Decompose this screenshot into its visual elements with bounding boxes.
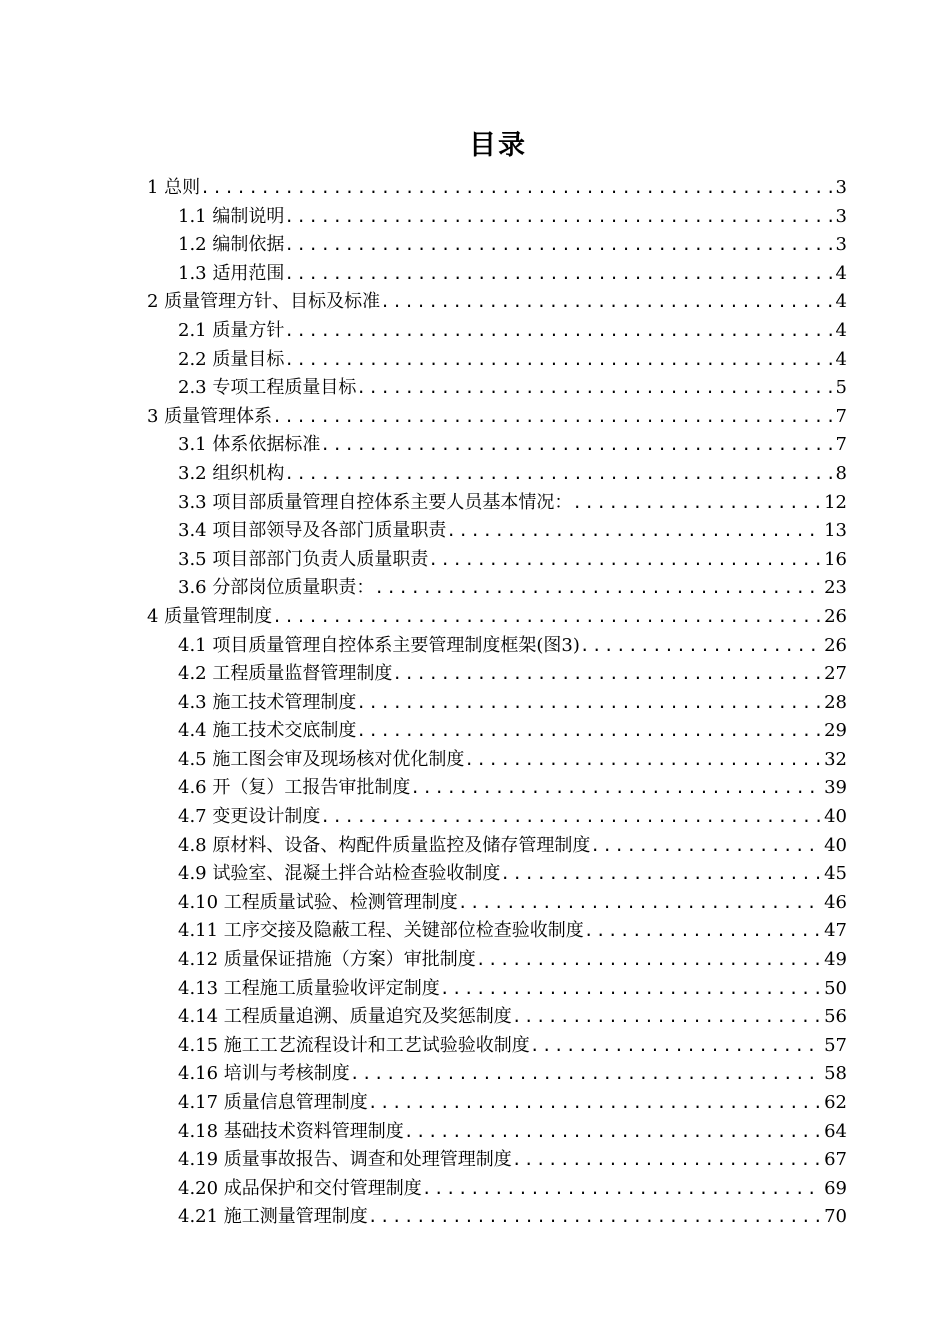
toc-dot-leader — [440, 975, 822, 1004]
toc-dot-leader — [356, 374, 833, 403]
toc-dot-leader — [284, 317, 833, 346]
toc-page-number: 13 — [824, 520, 847, 542]
toc-dot-leader — [590, 832, 822, 861]
toc-section-entry[interactable] — [147, 689, 847, 718]
toc-page-number: 32 — [824, 748, 847, 770]
toc-entry-label: 4.1 项目质量管理自控体系主要管理制度框架(图3) — [178, 634, 580, 656]
toc-section-entry[interactable] — [147, 260, 847, 289]
toc-dot-leader — [512, 1003, 822, 1032]
toc-chapter-entry[interactable] — [147, 288, 847, 317]
toc-section-entry[interactable] — [147, 746, 847, 775]
toc-entry-label: 2.2 质量目标 — [178, 348, 285, 370]
toc-dot-leader — [458, 889, 822, 918]
toc-dot-leader — [410, 774, 822, 803]
toc-dot-leader — [464, 746, 822, 775]
toc-page-number: 62 — [824, 1092, 847, 1113]
toc-entry-label: 4.18 基础技术资料管理制度 — [178, 1120, 404, 1142]
toc-dot-leader — [284, 203, 833, 232]
toc-page-number: 40 — [824, 806, 847, 828]
toc-section-entry[interactable] — [147, 717, 847, 746]
toc-entry-label: 4.20 成品保护和交付管理制度 — [178, 1177, 422, 1199]
toc-section-entry[interactable] — [147, 860, 847, 889]
toc-entry-label: 4.4 施工技术交底制度 — [178, 720, 357, 742]
toc-entry-label: 4.13 工程施工质量验收评定制度 — [178, 977, 440, 999]
toc-dot-leader — [374, 574, 822, 603]
toc-section-entry[interactable] — [147, 889, 847, 918]
toc-dot-leader — [572, 489, 822, 518]
toc-section-entry[interactable] — [147, 832, 847, 861]
toc-section-entry[interactable] — [147, 975, 847, 1004]
toc-dot-leader — [284, 231, 833, 260]
toc-entry-label: 4.19 质量事故报告、调查和处理管理制度 — [178, 1149, 512, 1171]
toc-chapter-entry[interactable] — [147, 174, 847, 203]
toc-entry-label: 4.10 工程质量试验、检测管理制度 — [178, 891, 458, 913]
toc-entry-label: 3.5 项目部部门负责人质量职责 — [178, 548, 429, 570]
toc-page-number: 58 — [824, 1063, 847, 1085]
toc-dot-leader — [320, 431, 833, 460]
toc-section-entry[interactable] — [147, 317, 847, 346]
toc-dot-leader — [428, 546, 822, 575]
toc-dot-leader — [284, 346, 833, 375]
toc-entry-label: 4.11 工序交接及隐蔽工程、关键部位检查验收制度 — [178, 920, 584, 942]
toc-entry-label: 4.17 质量信息管理制度 — [178, 1092, 368, 1113]
toc-page-number: 7 — [835, 405, 847, 427]
toc-section-entry[interactable] — [147, 460, 847, 489]
toc-page-number: 67 — [824, 1149, 847, 1171]
toc-dot-leader — [422, 1175, 822, 1204]
toc-section-entry[interactable] — [147, 1032, 847, 1061]
toc-chapter-entry[interactable] — [147, 403, 847, 432]
toc-dot-leader — [380, 288, 833, 317]
toc-entry-label: 3.2 组织机构 — [178, 462, 285, 484]
toc-page-number: 47 — [824, 920, 847, 942]
toc-dot-leader — [284, 460, 833, 489]
toc-dot-leader — [320, 803, 822, 832]
toc-entry-label: 4.7 变更设计制度 — [178, 806, 321, 828]
toc-dot-leader — [500, 860, 822, 889]
toc-page-number: 3 — [835, 234, 847, 256]
toc-page-number: 27 — [824, 663, 847, 685]
toc-entry-label: 4.21 施工测量管理制度 — [178, 1206, 368, 1228]
toc-dot-leader — [476, 946, 822, 975]
toc-section-entry[interactable] — [147, 917, 847, 946]
toc-page-number: 57 — [824, 1034, 847, 1056]
toc-dot-leader — [446, 517, 822, 546]
toc-dot-leader — [404, 1118, 822, 1147]
toc-dot-leader — [368, 1089, 822, 1118]
toc-page-number: 5 — [835, 377, 847, 399]
toc-entry-label: 2.1 质量方针 — [178, 319, 285, 341]
toc-section-entry[interactable] — [147, 489, 847, 518]
toc-section-entry[interactable] — [147, 1003, 847, 1032]
toc-dot-leader — [512, 1146, 822, 1175]
toc-entry-label: 4.16 培训与考核制度 — [178, 1063, 350, 1085]
toc-dot-leader — [580, 632, 822, 661]
toc-entry-label: 4.9 试验室、混凝土拌合站检查验收制度 — [178, 863, 501, 885]
toc-page-number: 56 — [824, 1006, 847, 1028]
toc-section-entry[interactable] — [147, 1089, 847, 1118]
toc-dot-leader — [356, 689, 822, 718]
toc-dot-leader — [356, 717, 822, 746]
toc-section-entry[interactable] — [147, 803, 847, 832]
toc-page-number: 49 — [824, 949, 847, 971]
toc-page-number: 3 — [835, 205, 847, 227]
toc-dot-leader — [584, 917, 822, 946]
toc-page-number: 3 — [835, 177, 847, 198]
toc-page-number: 26 — [824, 605, 847, 627]
toc-entry-label: 1.1 编制说明 — [178, 205, 285, 227]
toc-page-number: 40 — [824, 834, 847, 856]
toc-entry-label: 1.2 编制依据 — [178, 234, 285, 256]
toc-section-entry[interactable] — [147, 431, 847, 460]
toc-page-number: 29 — [824, 720, 847, 742]
toc-section-entry[interactable] — [147, 231, 847, 260]
toc-entry-label: 3.1 体系依据标准 — [178, 434, 321, 456]
toc-dot-leader — [530, 1032, 822, 1061]
toc-page-number: 8 — [835, 462, 847, 484]
toc-entry-label: 4.5 施工图会审及现场核对优化制度 — [178, 748, 465, 770]
toc-section-entry[interactable] — [147, 574, 847, 603]
toc-section-entry[interactable] — [147, 1175, 847, 1204]
toc-section-entry[interactable] — [147, 1118, 847, 1147]
toc-page-number: 4 — [835, 262, 847, 284]
toc-page-number: 7 — [835, 434, 847, 456]
toc-section-entry[interactable] — [147, 1060, 847, 1089]
toc-dot-leader — [392, 660, 822, 689]
toc-entry-label: 3 质量管理体系 — [147, 405, 273, 427]
toc-dot-leader — [368, 1203, 822, 1232]
toc-section-entry[interactable] — [147, 632, 847, 661]
toc-section-entry[interactable] — [147, 774, 847, 803]
toc-dot-leader — [272, 403, 833, 432]
toc-entry-label: 2 质量管理方针、目标及标准 — [147, 291, 381, 313]
toc-page-number: 26 — [824, 634, 847, 656]
toc-section-entry[interactable] — [147, 1146, 847, 1175]
toc-entry-label: 4.6 开（复）工报告审批制度 — [178, 777, 411, 799]
toc-dot-leader — [272, 603, 822, 632]
toc-entry-label: 1 总则 — [147, 177, 201, 198]
toc-page-number: 64 — [824, 1120, 847, 1142]
toc-page-number: 4 — [835, 348, 847, 370]
toc-entry-label: 4.3 施工技术管理制度 — [178, 691, 357, 713]
toc-page-number: 39 — [824, 777, 847, 799]
toc-dot-leader — [200, 174, 833, 203]
toc-page-number: 69 — [824, 1177, 847, 1199]
toc-entry-label: 1.3 适用范围 — [178, 262, 285, 284]
toc-entry-label: 4 质量管理制度 — [147, 605, 273, 627]
toc-page-number: 28 — [824, 691, 847, 713]
toc-page-number: 4 — [835, 319, 847, 341]
toc-page-number: 16 — [824, 548, 847, 570]
toc-dot-leader — [350, 1060, 822, 1089]
toc-entry-label: 4.12 质量保证措施（方案）审批制度 — [178, 949, 476, 971]
toc-page-number: 4 — [835, 291, 847, 313]
toc-entry-label: 3.3 项目部质量管理自控体系主要人员基本情况： — [178, 491, 573, 513]
toc-section-entry[interactable] — [147, 660, 847, 689]
toc-entry-label: 3.4 项目部领导及各部门质量职责 — [178, 520, 447, 542]
toc-page-number: 70 — [824, 1206, 847, 1228]
toc-section-entry[interactable] — [147, 946, 847, 975]
toc-page-number: 46 — [824, 891, 847, 913]
toc-section-entry[interactable] — [147, 517, 847, 546]
toc-page-number: 23 — [824, 577, 847, 599]
toc-section-entry[interactable] — [147, 374, 847, 403]
toc-section-entry[interactable] — [147, 1203, 847, 1232]
toc-dot-leader — [284, 260, 833, 289]
toc-section-entry[interactable] — [147, 203, 847, 232]
toc-page-number: 12 — [824, 491, 847, 513]
toc-entry-label: 4.15 施工工艺流程设计和工艺试验验收制度 — [178, 1034, 530, 1056]
toc-chapter-entry[interactable] — [147, 603, 847, 632]
toc-entry-label: 4.8 原材料、设备、构配件质量监控及储存管理制度 — [178, 834, 591, 856]
toc-section-entry[interactable] — [147, 546, 847, 575]
toc-entry-label: 4.14 工程质量追溯、质量追究及奖惩制度 — [178, 1006, 512, 1028]
toc-page-number: 45 — [824, 863, 847, 885]
toc-entry-label: 4.2 工程质量监督管理制度 — [178, 663, 393, 685]
toc-title: 目录 — [469, 130, 527, 161]
toc-section-entry[interactable] — [147, 346, 847, 375]
toc-entry-label: 2.3 专项工程质量目标 — [178, 377, 357, 399]
toc-list — [147, 174, 847, 1232]
toc-page-number: 50 — [824, 977, 847, 999]
toc-entry-label: 3.6 分部岗位质量职责： — [178, 577, 375, 599]
